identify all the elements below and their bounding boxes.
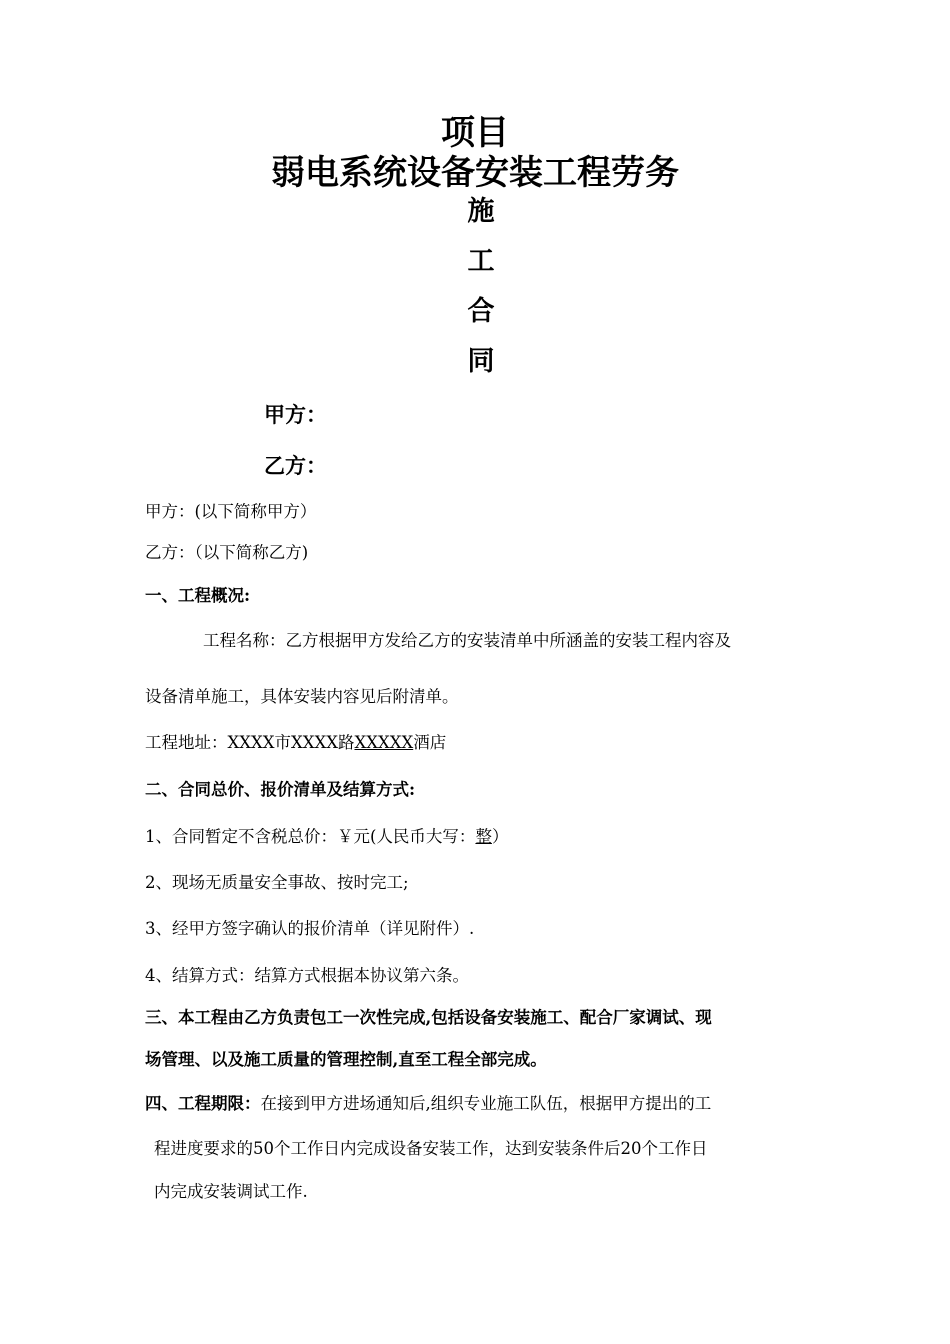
- intro-party-b: 乙方：（以下简称乙方): [145, 543, 309, 562]
- address-hotel-name: XXXXX: [354, 733, 414, 752]
- section4-text: 在接到甲方进场通知后,组织专业施工队伍，根据甲方提出的工: [260, 1094, 712, 1113]
- section4-line2: 程进度要求的50个工作日内完成设备安装工作，达到安装条件后20个工作日: [154, 1139, 708, 1158]
- vertical-title-char-3: 合: [467, 296, 495, 327]
- section2-item2: 2、现场无质量安全事故、按时完工;: [145, 873, 409, 892]
- vertical-title-char-4: 同: [467, 346, 495, 377]
- contract-title-line1: 项目: [441, 113, 509, 153]
- address-suffix: 酒店: [413, 733, 447, 752]
- contract-title-line2: 弱电系统设备安装工程劳务: [271, 153, 679, 193]
- vertical-title-char-2: 工: [467, 246, 495, 277]
- project-name-line1: 工程名称：乙方根据甲方发给乙方的安装清单中所涵盖的安装工程内容及: [203, 631, 731, 650]
- vertical-title-char-1: 施: [467, 196, 495, 227]
- party-b-label: 乙方：: [264, 453, 327, 478]
- section2-item4: 4、结算方式：结算方式根据本协议第六条。: [145, 966, 469, 985]
- item1-suffix: ）: [491, 827, 509, 846]
- party-a-label: 甲方：: [264, 402, 327, 427]
- item1-prefix: 1、合同暂定不含税总价：￥元(人民币大写：: [145, 827, 476, 846]
- section2-heading: 二、合同总价、报价清单及结算方式:: [145, 780, 416, 799]
- section4-line1: [145, 1092, 711, 1116]
- section4-heading: 四、工程期限：: [145, 1094, 261, 1113]
- section2-item3: 3、经甲方签字确认的报价清单（详见附件）.: [145, 919, 475, 938]
- project-address: [145, 731, 446, 755]
- section2-item1: [145, 825, 508, 849]
- section3-line1: 三、本工程由乙方负责包工一次性完成,包括设备安装施工、配合厂家调试、现: [145, 1008, 712, 1027]
- item1-amount-blank: 整: [475, 827, 492, 846]
- section4-line3: 内完成安装调试工作.: [154, 1182, 308, 1201]
- intro-party-a: 甲方：(以下简称甲方）: [145, 502, 317, 521]
- address-prefix: 工程地址：XXXX市XXXX路: [145, 733, 355, 752]
- project-name-line2: 设备清单施工，具体安装内容见后附清单。: [145, 687, 459, 706]
- section1-heading: 一、工程概况:: [145, 586, 251, 605]
- section3-line2: 场管理、以及施工质量的管理控制,直至工程全部完成。: [145, 1050, 547, 1069]
